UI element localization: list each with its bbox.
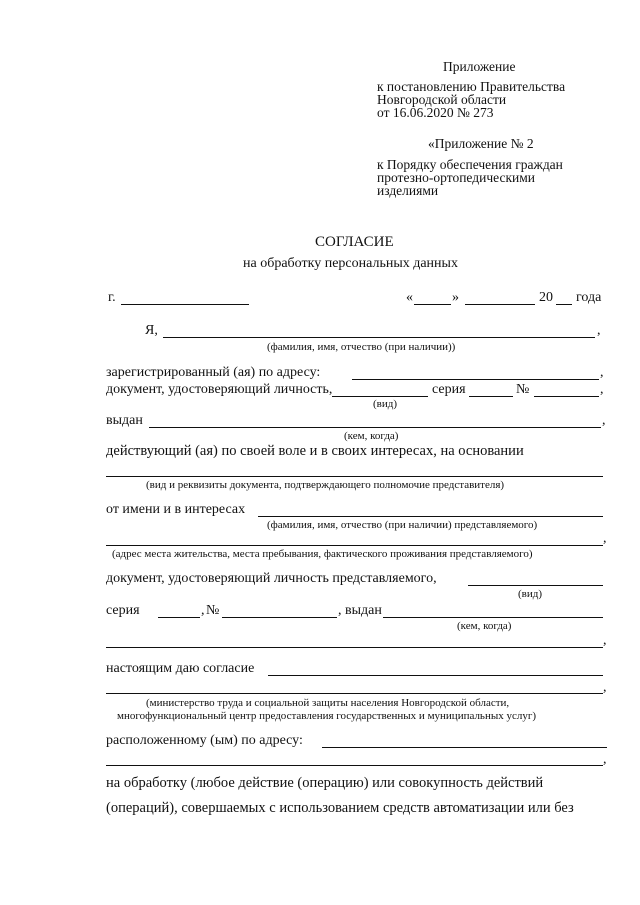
represented-issued-comma: ,	[603, 633, 607, 648]
date-open-quote: «	[406, 290, 413, 305]
acting-statement: действующий (ая) по своей воле и в своих интересах, на основании	[106, 443, 524, 459]
organization-address-field[interactable]	[322, 747, 607, 748]
processing-line-2: (операций), совершаемых с использованием средств автоматизации или без	[106, 800, 574, 816]
order-ref: к Порядку обеспечения граждан	[377, 157, 563, 172]
processing-line-1: на обработку (любое действие (операцию) или совокупность действий	[106, 775, 544, 791]
represented-id-kind-field[interactable]	[468, 585, 603, 586]
year-prefix: 20	[539, 290, 553, 305]
issued-hint: (кем, когда)	[344, 430, 399, 442]
id-doc-label: документ, удостоверяющий личность,	[106, 382, 333, 397]
registered-comma: ,	[600, 365, 604, 380]
organization-hint-1: (министерство труда и социальной защиты населения Новгородской области,	[146, 697, 510, 709]
organization-hint-2: многофункциональный центр предоставления государственных и муниципальных услуг)	[117, 710, 537, 722]
resolution-date-number: от 16.06.2020 № 273	[377, 105, 494, 120]
consent-organization-field-cont[interactable]	[106, 693, 603, 694]
issued-label: выдан	[106, 413, 143, 428]
day-field[interactable]	[414, 304, 451, 305]
date-close-quote: »	[452, 290, 459, 305]
month-field[interactable]	[465, 304, 535, 305]
id-series-field[interactable]	[469, 396, 513, 397]
organization-address-field-cont[interactable]	[106, 765, 603, 766]
represented-number-field[interactable]	[222, 617, 337, 618]
issued-hint-2: (кем, когда)	[457, 620, 512, 632]
fio-comma: ,	[597, 323, 601, 338]
series-comma-2: ,	[201, 603, 205, 618]
represented-id-label: документ, удостоверяющий личность представляемого,	[106, 571, 437, 586]
represented-issued-field-cont[interactable]	[106, 647, 603, 648]
on-behalf-label: от имени и в интересах	[106, 502, 246, 517]
consent-label: настоящим даю согласие	[106, 661, 255, 676]
number-sign-2: №	[206, 603, 220, 618]
resolution-ref: к постановлению Правительства	[377, 79, 566, 94]
year-field[interactable]	[556, 304, 572, 305]
appendix-2-label: «Приложение № 2	[428, 136, 534, 151]
series-label: серия	[432, 382, 466, 397]
represented-series-field[interactable]	[158, 617, 200, 618]
issued-label-2: выдан	[345, 603, 382, 618]
series-label-2: серия	[106, 603, 140, 618]
represented-kind-hint: (вид)	[518, 588, 543, 600]
fio-field[interactable]	[163, 337, 595, 338]
registered-address-field[interactable]	[352, 379, 599, 380]
city-prefix: г.	[108, 290, 116, 305]
document-title: СОГЛАСИЕ	[315, 234, 394, 250]
represented-fio-field[interactable]	[258, 516, 603, 517]
year-suffix: года	[576, 290, 602, 305]
represented-fio-hint: (фамилия, имя, отчество (при наличии) представляемого)	[267, 519, 538, 531]
id-kind-hint: (вид)	[373, 398, 398, 410]
represented-address-field[interactable]	[106, 545, 603, 546]
authority-document-field[interactable]	[106, 476, 603, 477]
registered-label: зарегистрированный (ая) по адресу:	[106, 365, 321, 380]
document-subtitle: на обработку персональных данных	[243, 256, 458, 271]
located-label: расположенному (ым) по адресу:	[106, 733, 303, 748]
authority-hint: (вид и реквизиты документа, подтверждающего полномочие представителя)	[146, 479, 505, 491]
number-comma-2: ,	[338, 603, 342, 618]
consent-organization-field[interactable]	[268, 675, 603, 676]
products-ref: изделиями	[377, 183, 439, 198]
represented-issued-field[interactable]	[383, 617, 603, 618]
issued-comma: ,	[602, 413, 606, 428]
represented-address-comma: ,	[603, 531, 607, 546]
represented-address-hint: (адрес места жительства, места пребывания, фактического проживания представляемого)	[112, 548, 533, 560]
number-sign: №	[516, 382, 530, 397]
consent-organization-comma: ,	[603, 680, 607, 695]
region-ref: Новгородской области	[377, 92, 507, 107]
appendix-label: Приложение	[443, 59, 516, 74]
id-number-field[interactable]	[534, 396, 599, 397]
prosthetic-ref: протезно-ортопедическими	[377, 170, 535, 185]
fio-hint: (фамилия, имя, отчество (при наличии))	[267, 341, 456, 353]
id-doc-kind-field[interactable]	[332, 396, 428, 397]
city-field[interactable]	[121, 304, 249, 305]
issued-field[interactable]	[149, 427, 601, 428]
organization-address-comma: ,	[603, 752, 607, 767]
id-comma: ,	[600, 382, 604, 397]
i-label: Я,	[145, 323, 158, 338]
